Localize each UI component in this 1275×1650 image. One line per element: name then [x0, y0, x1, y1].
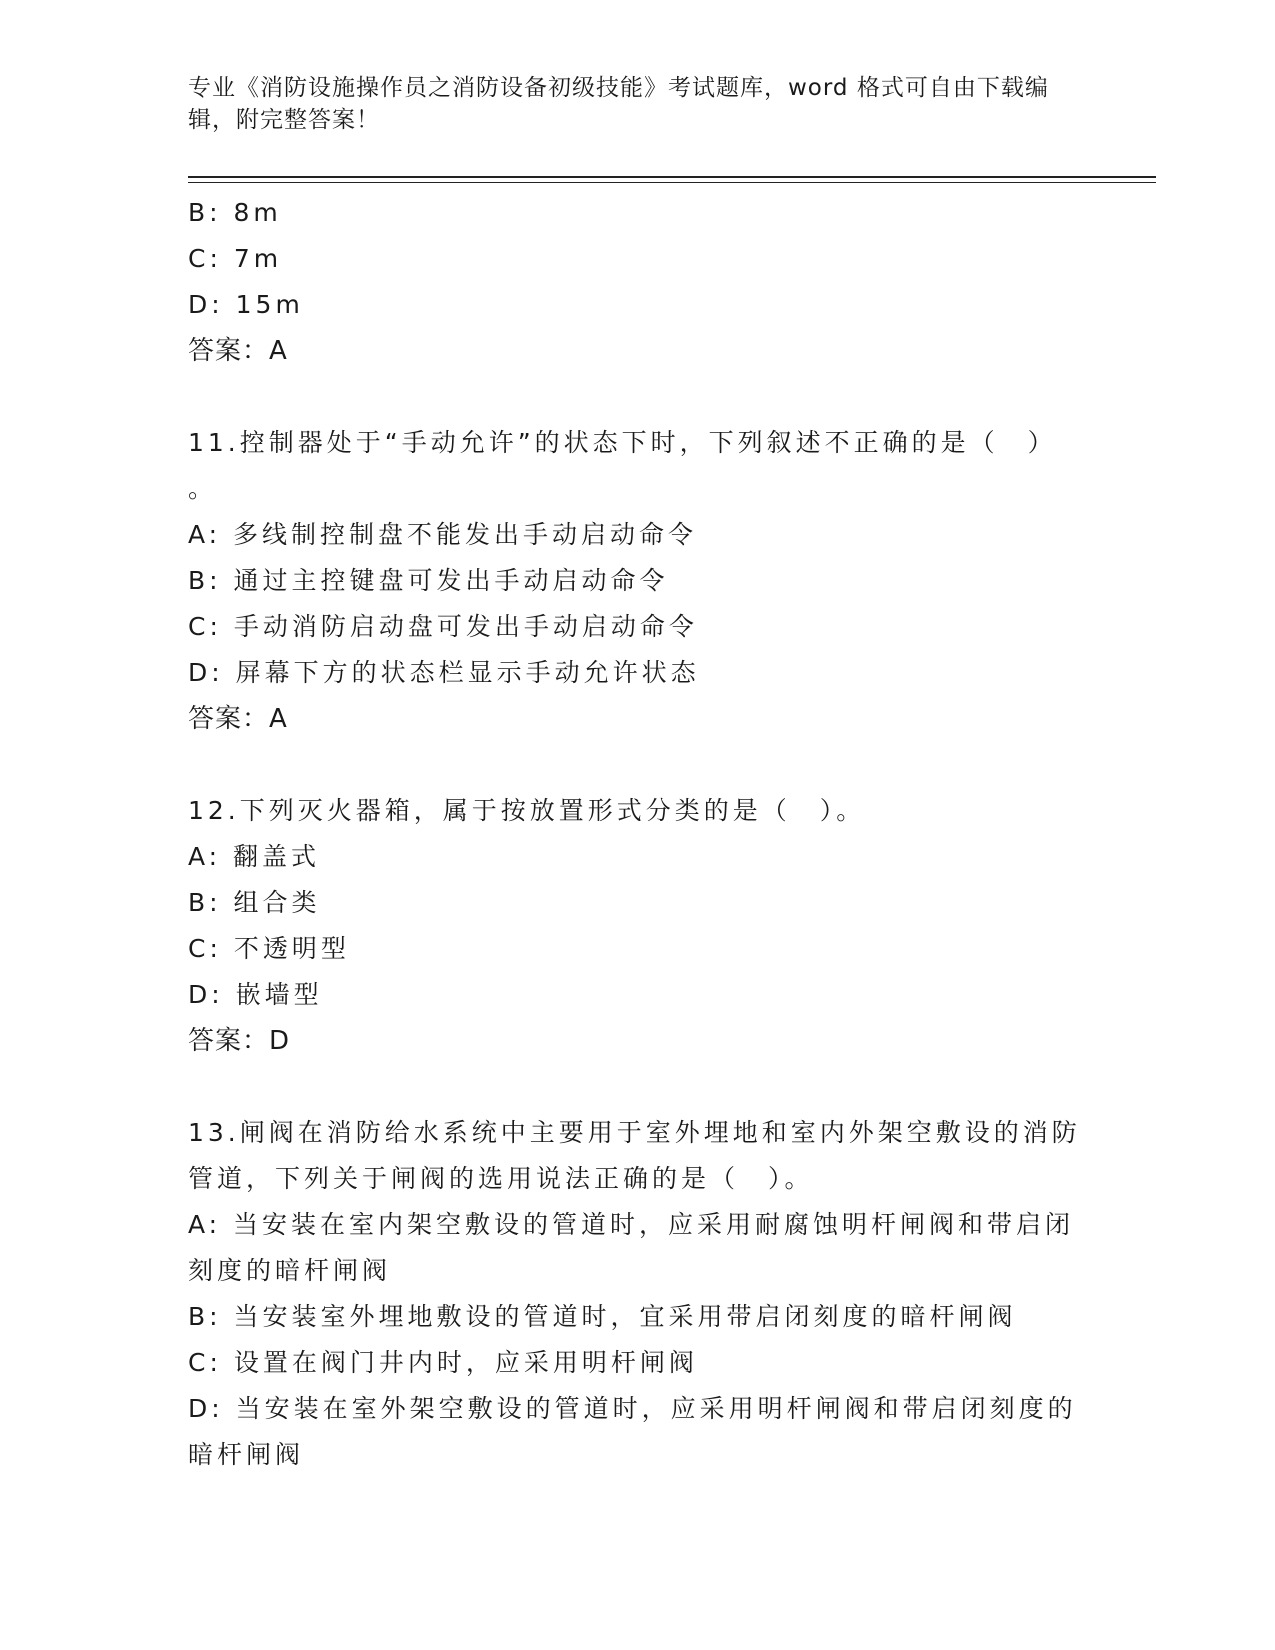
question-stem: 13.闸阀在消防给水系统中主要用于室外埋地和室内外架空敷设的消防 — [188, 1118, 1081, 1147]
option-b — [188, 558, 1088, 604]
option-text: 不透明型 — [233, 934, 350, 963]
header-divider-thick — [188, 176, 1156, 178]
answer-line: 答案：A — [188, 704, 288, 734]
option-text: 多线制控制盘不能发出手动启动命令 — [233, 520, 698, 549]
option-c — [188, 604, 1088, 650]
option-text: 嵌墙型 — [235, 980, 323, 1009]
option-label: D: — [188, 1394, 224, 1423]
option-label: B: — [188, 888, 222, 917]
option-text: 当安装在室内架空敷设的管道时，应采用耐腐蚀明杆闸阀和带启闭 — [233, 1210, 1075, 1239]
document-header — [188, 72, 1088, 136]
option-c — [188, 236, 1088, 282]
option-text: 当安装室外埋地敷设的管道时，宜采用带启闭刻度的暗杆闸阀 — [233, 1302, 1017, 1331]
question-12 — [188, 788, 1088, 1064]
option-a — [188, 1202, 1088, 1248]
option-text: 7m — [233, 244, 283, 273]
option-label: D: — [188, 290, 224, 319]
option-label: A: — [188, 1210, 222, 1239]
header-line-2: 辑，附完整答案！ — [188, 107, 380, 133]
question-stem-continuation: 管道，下列关于闸阀的选用说法正确的是（ ）。 — [188, 1164, 814, 1193]
option-c — [188, 1340, 1088, 1386]
option-d — [188, 650, 1088, 696]
option-label: A: — [188, 520, 222, 549]
option-label: B: — [188, 566, 222, 595]
option-d — [188, 1386, 1088, 1432]
option-a — [188, 834, 1088, 880]
spacer — [188, 742, 1088, 788]
option-d — [188, 972, 1088, 1018]
answer-line: 答案：A — [188, 336, 288, 366]
option-a-continuation: 刻度的暗杆闸阀 — [188, 1256, 392, 1285]
question-stem-continuation: 。 — [188, 474, 218, 503]
option-text: 当安装在室外架空敷设的管道时，应采用明杆闸阀和带启闭刻度的 — [235, 1394, 1077, 1423]
option-b — [188, 190, 1088, 236]
option-text: 翻盖式 — [233, 842, 321, 871]
option-label: C: — [188, 612, 222, 641]
option-text: 设置在阀门井内时，应采用明杆闸阀 — [233, 1348, 698, 1377]
question-content — [188, 190, 1088, 1478]
option-b — [188, 1294, 1088, 1340]
option-label: D: — [188, 658, 224, 687]
question-13 — [188, 1110, 1088, 1478]
header-divider-thin — [188, 182, 1156, 183]
option-label: C: — [188, 934, 222, 963]
option-text: 组合类 — [233, 888, 321, 917]
option-d — [188, 282, 1088, 328]
option-label: B: — [188, 1302, 222, 1331]
answer-line: 答案：D — [188, 1026, 291, 1056]
option-text: 屏幕下方的状态栏显示手动允许状态 — [235, 658, 700, 687]
option-label: A: — [188, 842, 222, 871]
spacer — [188, 374, 1088, 420]
option-text: 通过主控键盘可发出手动启动命令 — [233, 566, 669, 595]
option-label: D: — [188, 980, 224, 1009]
spacer — [188, 1064, 1088, 1110]
option-text: 手动消防启动盘可发出手动启动命令 — [233, 612, 698, 641]
option-label: C: — [188, 1348, 222, 1377]
option-text: 8m — [233, 198, 282, 227]
option-c — [188, 926, 1088, 972]
question-stem: 11.控制器处于“手动允许”的状态下时，下列叙述不正确的是（ ） — [188, 428, 1057, 457]
option-label: C: — [188, 244, 222, 273]
question-11 — [188, 420, 1088, 742]
option-label: B: — [188, 198, 222, 227]
question-stem: 12.下列灭火器箱，属于按放置形式分类的是（ ）。 — [188, 796, 866, 825]
option-text: 15m — [235, 290, 304, 319]
header-line-1: 专业《消防设施操作员之消防设备初级技能》考试题库，word 格式可自由下载编 — [188, 75, 1049, 101]
option-a — [188, 512, 1088, 558]
question-10-tail — [188, 190, 1088, 374]
option-b — [188, 880, 1088, 926]
option-d-continuation: 暗杆闸阀 — [188, 1440, 305, 1469]
